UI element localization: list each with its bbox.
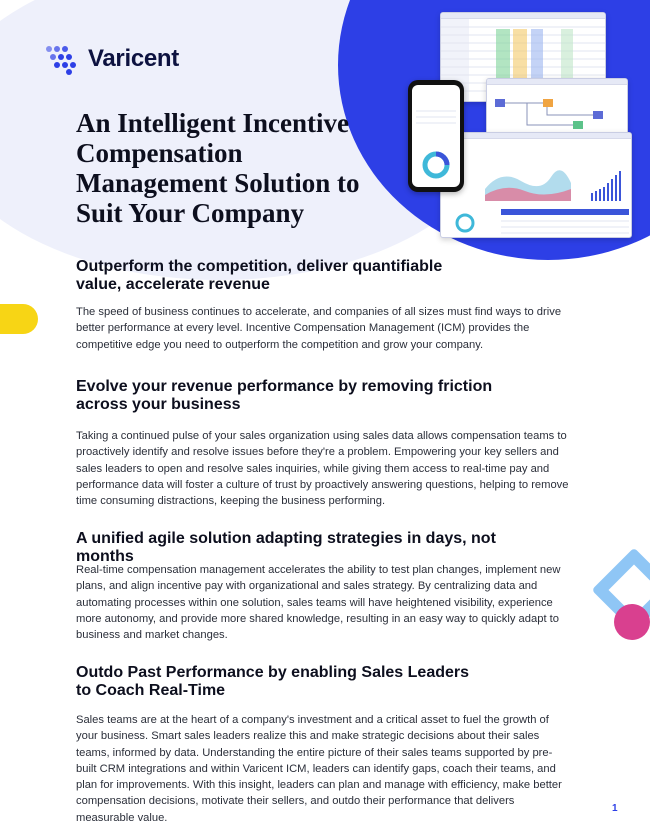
section-2-body: Taking a continued pulse of your sales organization using sales data allows compensation teams to proactively identify and resolve issues before they're a problem. Empowering your key sellers and sales leaders to open and resolve sales inquiries, while giving them access to real-time pay and performance data will foster a culture of trust by proactively answering questions, helping to remove time consuming distractions, keeping the business performing. bbox=[76, 430, 569, 508]
section-3-heading: A unified agile solution adapting strategies in days, not months bbox=[76, 530, 496, 565]
workflow-window bbox=[486, 78, 628, 136]
logo-wordmark: Varicent bbox=[88, 45, 179, 72]
section-3-body: Real-time compensation management accelerates the ability to test plan changes, implement new plans, and align incentive pay with organizational and sales strategy. By centralizing data and automating processes within one solution, sales teams will have heightened visibility, experience more autonomy, and provide more shared knowledge, resulting in an easy way to quickly adapt to business and market changes. bbox=[76, 564, 561, 642]
section-1-heading: Outperform the competition, deliver quantifiable value, accelerate revenue bbox=[76, 258, 443, 293]
page-number: 1 bbox=[612, 803, 618, 814]
dashboard-window bbox=[440, 132, 632, 238]
phone-mockup bbox=[408, 80, 464, 192]
varicent-logo bbox=[46, 44, 179, 74]
page-title: An Intelligent Incentive Compensation Management Solution to Suit Your Company bbox=[76, 108, 360, 228]
section-4-heading: Outdo Past Performance by enabling Sales Leaders to Coach Real-Time bbox=[76, 664, 470, 699]
section-2-heading: Evolve your revenue performance by removing friction across your business bbox=[76, 378, 493, 413]
varicent-logo-mark-icon bbox=[46, 44, 80, 74]
workflow-graphic bbox=[487, 85, 628, 136]
pink-circle-accent-shape bbox=[614, 604, 650, 640]
section-4-body: Sales teams are at the heart of a company's investment and a critical asset to fuel the growth of your business. Smart sales leaders realize this and make strategic decisions about their sales teams, informed by data. Understanding the entire picture of their sales teams supported by pre-built CRM integrations and within Varicent ICM, leaders can identify gaps, coach their teams, and plan for improvements. With this insight, leaders can plan and manage with efficiency, make better compensation decisions, motivate their sellers, and outdo their performance that delivers measurable value. bbox=[76, 714, 562, 824]
section-1-body: The speed of business continues to accelerate, and companies of all sizes must find ways to drive better performance at every level. Incentive Compensation Management (ICM) provides the competitive edge you need to outperform the competition and grow your company. bbox=[76, 306, 562, 351]
phone-donut-chart-graphic bbox=[412, 85, 460, 187]
dashboard-graphic bbox=[441, 139, 632, 238]
yellow-accent-shape bbox=[0, 304, 38, 334]
